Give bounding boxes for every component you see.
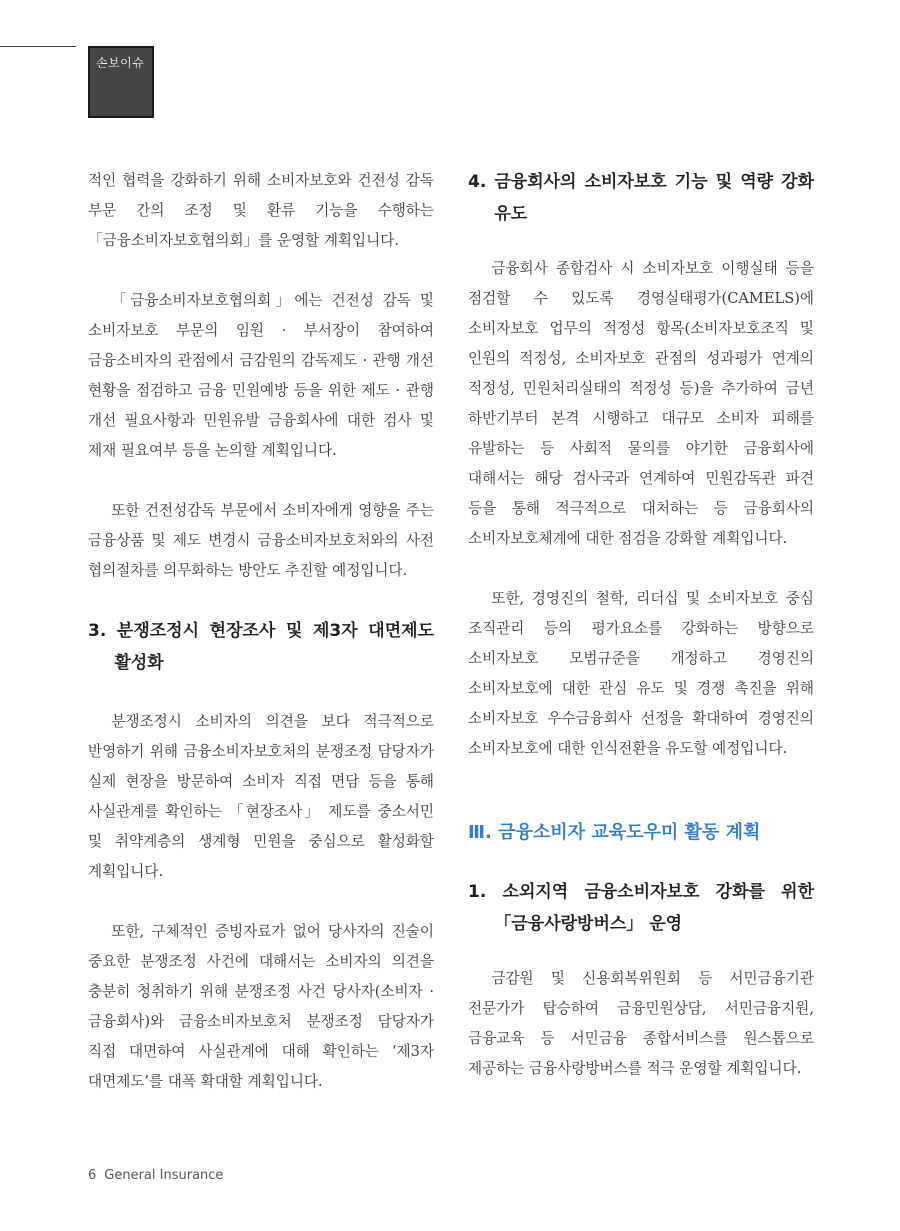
subsection-heading: 1. 소외지역 금융소비자보호 강화를 위한 「금융사랑방버스」 운영 xyxy=(468,882,814,934)
section-heading: Ⅲ. 금융소비자 교육도우미 활동 계획 xyxy=(468,822,761,843)
section-tag xyxy=(88,46,154,118)
paragraph: 또한, 경영진의 철학, 리더십 및 소비자보호 중심 조직관리 등의 평가요소를 강화하는 방향으로 소비자보호 모범규준을 개정하고 경영진의 소비자보호에 대한 관심 유도 및 경쟁 촉진을 위해 소비자보호 우수금융회사 선정을 확대하여 경영진의 소비자보호에 대한 인식전환을 유도할 예정입니다. xyxy=(468,590,814,757)
paragraph: 또한, 구체적인 증빙자료가 없어 당사자의 진술이 중요한 분쟁조정 사건에 대해서는 소비자의 의견을 충분히 청취하기 위해 분쟁조정 사건 당사자(소비자 · 금융회사)와 금융소비자보호처 분쟁조정 담당자가 직접 대면하여 사실관계에 대해 확인하는 ‘제3자 대면제도’를 대폭 확대할 계획입니다. xyxy=(88,923,434,1090)
paragraph: 금융회사 종합검사 시 소비자보호 이행실태 등을 점검할 수 있도록 경영실태평가(CAMELS)에 소비자보호 업무의 적정성 항목(소비자보호조직 및 인원의 적정성, 소비자보호 관점의 성과평가 연계의 적정성, 민원처리실태의 적정성 등)을 추가하여 금년 하반기부터 본격 시행하고 대규모 소비자 피해를 유발하는 등 사회적 물의를 야기한 금융회사에 대해서는 해당 검사국과 연계하여 민원감독관 파견 등을 통해 적극적으로 대처하는 등 금융회사의 소비자보호체계에 대한 점검을 강화할 계획입니다. xyxy=(468,260,814,547)
publication-name: General Insurance xyxy=(104,1168,224,1183)
paragraph: 금감원 및 신용회복위원회 등 서민금융기관 전문가가 탑승하여 금융민원상담, 서민금융지원, 금융교육 등 서민금융 종합서비스를 원스톱으로 제공하는 금융사랑방버스를 적극 운영할 계획입니다. xyxy=(468,970,814,1077)
left-column xyxy=(88,166,434,1097)
page-footer xyxy=(88,1168,223,1183)
header-rule xyxy=(0,46,76,47)
paragraph: 적인 협력을 강화하기 위해 소비자보호와 건전성 감독 부문 간의 조정 및 환류 기능을 수행하는 「금융소비자보호협의회」를 운영할 계획입니다. xyxy=(88,172,434,249)
paragraph: 분쟁조정시 소비자의 의견을 보다 적극적으로 반영하기 위해 금융소비자보호처의 분쟁조정 담당자가 실제 현장을 방문하여 소비자 직접 면담 등을 통해 사실관계를 확인하는 「현장조사」 제도를 중소서민 및 취약계층의 생계형 민원을 중심으로 활성화할 계획입니다. xyxy=(88,713,434,880)
section-tag-label: 손보이슈 xyxy=(96,56,145,70)
page-number: 6 xyxy=(88,1168,97,1183)
paragraph: 또한 건전성감독 부문에서 소비자에게 영향을 주는 금융상품 및 제도 변경시 금융소비자보호처와의 사전 협의절차를 의무화하는 방안도 추진할 예정입니다. xyxy=(88,502,434,579)
subsection-heading: 3. 분쟁조정시 현장조사 및 제3자 대면제도 활성화 xyxy=(88,621,434,673)
subsection-heading: 4. 금융회사의 소비자보호 기능 및 역량 강화 유도 xyxy=(468,172,814,224)
right-column xyxy=(468,166,814,1084)
paragraph: 「금융소비자보호협의회」에는 건전성 감독 및 소비자보호 부문의 임원 · 부서장이 참여하여 금융소비자의 관점에서 금감원의 감독제도 · 관행 개선 현황을 점검하고 금융 민원예방 등을 위한 제도 · 관행 개선 필요사항과 민원유발 금융회사에 대한 검사 및 제재 필요여부 등을 논의할 계획입니다. xyxy=(88,292,434,459)
